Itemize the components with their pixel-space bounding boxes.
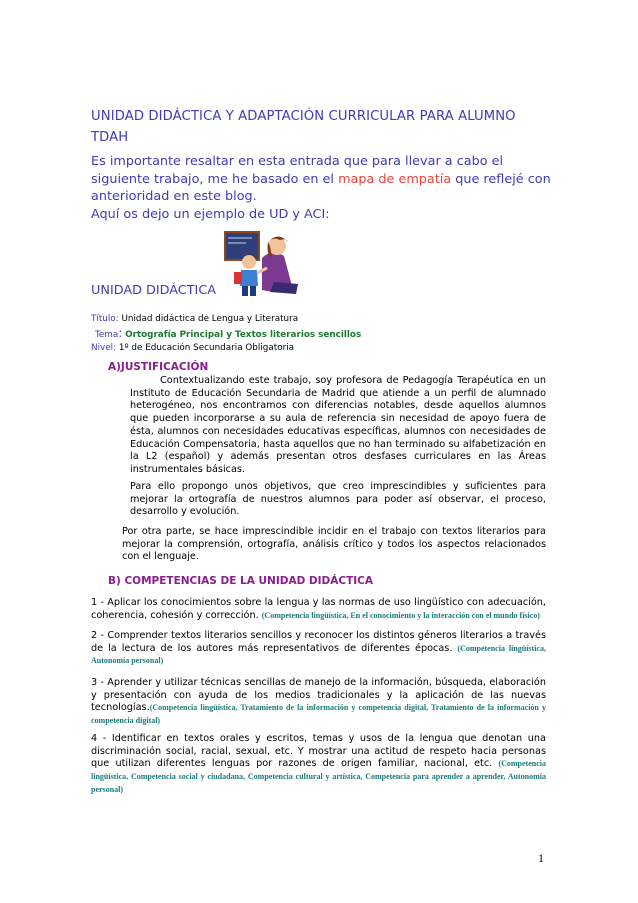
nivel-label: Nivel: <box>91 343 117 353</box>
tema-colon: : <box>118 326 123 340</box>
document-heading: UNIDAD DIDÁCTICA Y ADAPTACIÓN CURRICULAR PARA ALUMNO TDAH <box>91 109 516 145</box>
empathy-map-link[interactable]: mapa de empatía <box>338 171 452 187</box>
justificacion-paragraph-2: Para ello propongo unos objetivos, que creo imprescindibles y suficientes para mejorar la ortografía de nuestros alumnos para poder así observar, el proceso, desarrollo y evolución. <box>130 481 546 518</box>
intro-line2: Aquí os dejo un ejemplo de UD y ACI: <box>91 206 330 222</box>
competencia-text: 2 - Comprender textos literarios sencillos y reconocer los distintos géneros literarios a través de la lectura de los autores más representativos de diferentes épocas. <box>91 630 546 654</box>
intro-paragraph <box>91 153 551 223</box>
competencia-item-4 <box>91 733 546 797</box>
competencia-item-1 <box>91 597 546 622</box>
competencia-text: 4 - Identificar en textos orales y escritos, temas y usos de la lengua que denotan una discriminación social, racial, sexual, etc. Y mostrar una actitud de respeto hacia personas que utilizan diferentes lenguas por razones de origen familiar, nacional, etc. <box>91 733 546 770</box>
competencia-note: (Competencia lingüística, Tratamiento de la información y competencia digital, Tratamiento de la información y competencia digital) <box>91 703 546 726</box>
nivel-value: 1º de Educación Secundaria Obligatoria <box>118 343 295 353</box>
titulo-label: Título: <box>91 314 119 324</box>
meta-nivel <box>91 342 551 354</box>
meta-tema <box>95 327 555 341</box>
competencias-heading: B) COMPETENCIAS DE LA UNIDAD DIDÁCTICA <box>108 575 374 587</box>
teacher-and-student-clipart <box>222 228 300 298</box>
competencia-note: (Competencia lingüística, En el conocimiento y la interacción con el mundo físico) <box>261 610 540 620</box>
meta-titulo <box>91 313 551 325</box>
page-number: 1 <box>538 851 544 865</box>
competencia-text: 1 - Aplicar los conocimientos sobre la lengua y las normas de uso lingüístico con adecuación, coherencia, cohesión y corrección. <box>91 597 546 621</box>
section-title-unidad: UNIDAD DIDÁCTICA <box>91 283 217 298</box>
intro-text: Es importante resaltar en esta entrada que para llevar a cabo el siguiente trabajo, me he basado en el <box>91 154 504 187</box>
justificacion-heading: A)JUSTIFICACIÓN <box>108 361 209 373</box>
tema-value: Ortografía Principal y Textos literarios sencillos <box>125 330 362 340</box>
competencia-note: (Competencia lingüística, Competencia social y ciudadana, Competencia cultural y artística, Competencia para aprender a aprender, Autonomía personal) <box>91 759 546 794</box>
competencia-note: (Competencia lingüística, Autonomía personal) <box>91 643 546 666</box>
intro-text-end: que reflejé con anterioridad en este blog. <box>91 171 551 204</box>
titulo-value: Unidad didáctica de Lengua y Literatura <box>121 314 299 324</box>
tema-label: Tema <box>95 330 119 340</box>
justificacion-paragraph-3: Por otra parte, se hace imprescindible incidir en el trabajo con textos literarios para mejorar la comprensión, ortografía, análisis crítico y todos los aspectos relacionados con el lenguaje. <box>122 526 546 563</box>
competencia-item-2 <box>91 630 546 668</box>
justificacion-paragraph-1: Contextualizando este trabajo, soy profesora de Pedagogía Terapéutica en un Instituto de Educación Secundaria de Madrid que atiende a un perfil de alumnado heterogéneo, nos encontramos con diferencias notables, desde aquellos alumnos que pueden incorporarse a su aula de referencia sin necesidad de apoyo fuera de ésta, alumnos con necesidades educativas específicas, alumnos con necesidades de Educación Compensatoria, hasta aquellos que no han terminado su alfabetización en la L2 (español) y además presentan otros desfases curriculares en las Áreas instrumentales básicas. <box>130 375 546 475</box>
competencia-item-3 <box>91 677 546 728</box>
competencia-text: 3 - Aprender y utilizar técnicas sencillas de manejo de la información, búsqueda, elaboración y presentación con ayuda de los medios tradicionales y la aplicación de las nuevas tecnologías. <box>91 677 546 714</box>
